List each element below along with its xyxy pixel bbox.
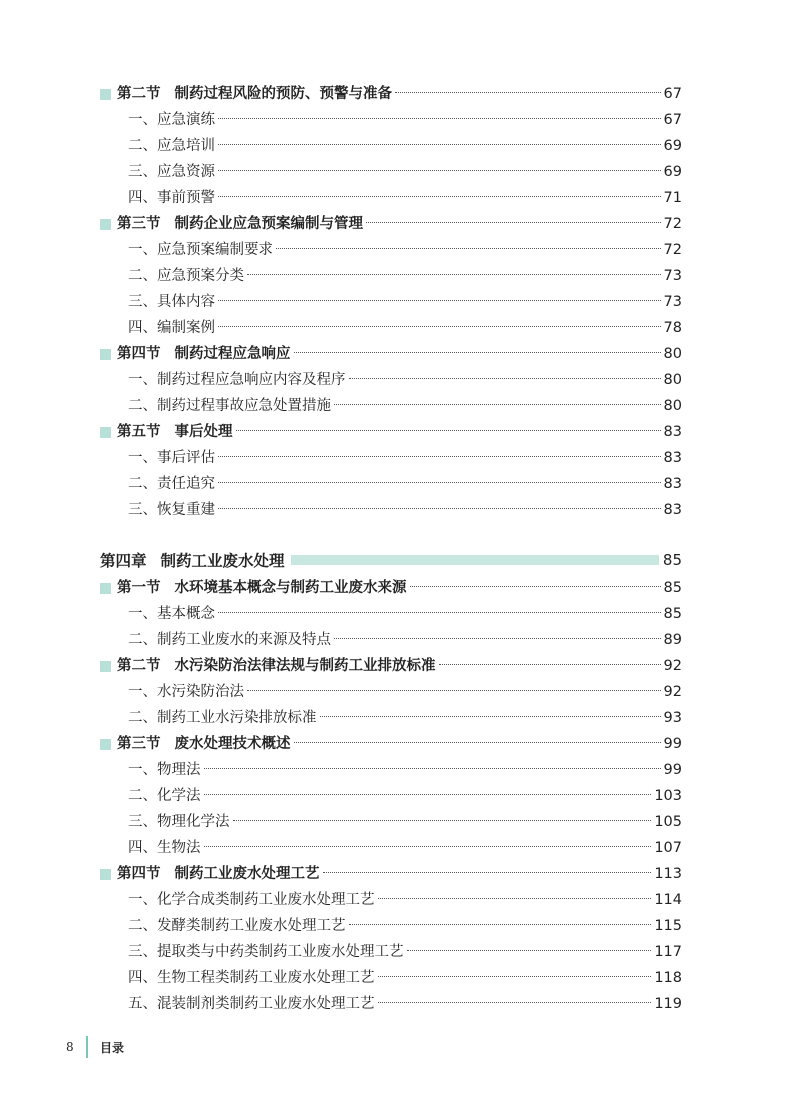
dot-leader (366, 222, 661, 223)
item-title: 五、混装制剂类制药工业废水处理工艺 (128, 996, 375, 1012)
item-title: 四、编制案例 (128, 320, 215, 336)
page-ref: 103 (654, 788, 682, 804)
toc-item[interactable] (100, 991, 682, 1017)
page-ref: 71 (663, 190, 682, 206)
toc-item[interactable] (100, 757, 682, 783)
dot-leader (218, 612, 661, 613)
toc-item[interactable] (100, 835, 682, 861)
section-title (117, 861, 320, 887)
chapter-name: 制药工业废水处理 (160, 552, 285, 570)
page-ref: 72 (663, 216, 682, 232)
page-ref: 85 (663, 580, 682, 596)
section-name: 制药过程应急响应 (174, 345, 291, 362)
page-ref: 80 (663, 398, 682, 414)
page-ref: 83 (663, 424, 682, 440)
page-ref: 80 (663, 372, 682, 388)
page-ref: 114 (654, 892, 682, 908)
item-title: 二、制药过程事故应急处置措施 (128, 398, 331, 414)
page-ref: 69 (663, 138, 682, 154)
toc-item[interactable] (100, 679, 682, 705)
dot-leader (276, 248, 661, 249)
item-title: 二、化学法 (128, 788, 201, 804)
toc-item[interactable] (100, 159, 682, 185)
dot-leader (218, 118, 661, 119)
dot-leader (294, 352, 661, 353)
page-footer (66, 1036, 124, 1058)
section-title (117, 575, 407, 601)
toc-item[interactable] (100, 809, 682, 835)
section-marker-icon (100, 219, 111, 230)
section-name: 水污染防治法律法规与制药工业排放标准 (174, 657, 436, 674)
page-ref: 107 (654, 840, 682, 856)
section-number: 第五节 (117, 423, 161, 440)
item-title: 一、应急预案编制要求 (128, 242, 273, 258)
toc-item[interactable] (100, 367, 682, 393)
toc-item[interactable] (100, 237, 682, 263)
page-ref: 83 (663, 450, 682, 466)
item-title: 三、物理化学法 (128, 814, 230, 830)
section-number: 第三节 (117, 215, 161, 232)
dot-leader (349, 924, 652, 925)
page-ref: 85 (662, 551, 682, 569)
toc-chapter[interactable] (100, 546, 682, 574)
section-name: 制药企业应急预案编制与管理 (174, 215, 363, 232)
page-ref: 83 (663, 476, 682, 492)
section-name: 水环境基本概念与制药工业废水来源 (174, 579, 407, 596)
section-title (117, 81, 392, 107)
item-title: 二、应急培训 (128, 138, 215, 154)
item-title: 二、发酵类制药工业废水处理工艺 (128, 918, 346, 934)
page-ref: 67 (663, 112, 682, 128)
section-name: 制药工业废水处理工艺 (174, 865, 320, 882)
toc-item[interactable] (100, 315, 682, 341)
toc-item[interactable] (100, 705, 682, 731)
section-number: 第四节 (117, 345, 161, 362)
toc-section[interactable] (100, 341, 682, 367)
page-ref: 99 (663, 736, 682, 752)
dot-leader (349, 378, 661, 379)
item-title: 一、应急演练 (128, 112, 215, 128)
toc-section[interactable] (100, 575, 682, 601)
item-title: 三、恢复重建 (128, 502, 215, 518)
footer-title: 目录 (100, 1040, 125, 1055)
footer-divider (86, 1036, 88, 1058)
section-title (117, 341, 291, 367)
dot-leader (218, 326, 661, 327)
section-number: 第二节 (117, 657, 161, 674)
dot-leader (395, 92, 661, 93)
dot-leader (247, 690, 661, 691)
item-title: 二、制药工业水污染排放标准 (128, 710, 317, 726)
page-ref: 72 (663, 242, 682, 258)
page-ref: 92 (663, 658, 682, 674)
item-title: 一、化学合成类制药工业废水处理工艺 (128, 892, 375, 908)
page-ref: 73 (663, 268, 682, 284)
page-ref: 99 (663, 762, 682, 778)
dot-leader (204, 846, 652, 847)
item-title: 二、责任追究 (128, 476, 215, 492)
page-ref: 115 (654, 918, 682, 934)
section-number: 第一节 (117, 579, 161, 596)
section-name: 制药过程风险的预防、预警与准备 (174, 85, 392, 102)
toc-item[interactable] (100, 497, 682, 523)
toc-item[interactable] (100, 471, 682, 497)
dot-leader (218, 456, 661, 457)
section-title (117, 419, 233, 445)
section-number: 第三节 (117, 735, 161, 752)
item-title: 一、基本概念 (128, 606, 215, 622)
dot-leader (204, 768, 661, 769)
item-title: 三、具体内容 (128, 294, 215, 310)
section-marker-icon (100, 89, 111, 100)
item-title: 三、应急资源 (128, 164, 215, 180)
page-ref: 67 (663, 86, 682, 102)
dot-leader (236, 430, 661, 431)
dot-leader (439, 664, 661, 665)
section-marker-icon (100, 869, 111, 880)
dot-leader (204, 794, 652, 795)
dot-leader (247, 274, 661, 275)
toc-item[interactable] (100, 939, 682, 965)
item-title: 二、制药工业废水的来源及特点 (128, 632, 331, 648)
toc-section[interactable] (100, 731, 682, 757)
dot-leader (218, 482, 661, 483)
section-marker-icon (100, 427, 111, 438)
section-name: 废水处理技术概述 (174, 735, 291, 752)
toc-item[interactable] (100, 601, 682, 627)
toc-item[interactable] (100, 263, 682, 289)
page-ref: 93 (663, 710, 682, 726)
page-number: 8 (66, 1040, 74, 1054)
item-title: 四、生物工程类制药工业废水处理工艺 (128, 970, 375, 986)
page-ref: 117 (654, 944, 682, 960)
chapter-number: 第四章 (100, 552, 147, 570)
item-title: 二、应急预案分类 (128, 268, 244, 284)
section-title (117, 211, 363, 237)
toc-section[interactable] (100, 419, 682, 445)
section-marker-icon (100, 583, 111, 594)
dot-leader (410, 586, 661, 587)
page-ref: 73 (663, 294, 682, 310)
item-title: 四、生物法 (128, 840, 201, 856)
page-ref: 105 (654, 814, 682, 830)
toc-item[interactable] (100, 783, 682, 809)
item-title: 四、事前预警 (128, 190, 215, 206)
section-number: 第二节 (117, 85, 161, 102)
page-ref: 85 (663, 606, 682, 622)
item-title: 一、事后评估 (128, 450, 215, 466)
dot-leader (323, 872, 652, 873)
section-marker-icon (100, 349, 111, 360)
dot-leader (334, 638, 661, 639)
toc-item[interactable] (100, 107, 682, 133)
toc-section[interactable] (100, 211, 682, 237)
page-ref: 69 (663, 164, 682, 180)
toc-item[interactable] (100, 627, 682, 653)
item-title: 三、提取类与中药类制药工业废水处理工艺 (128, 944, 404, 960)
toc-item[interactable] (100, 185, 682, 211)
dot-leader (294, 742, 661, 743)
toc-section[interactable] (100, 653, 682, 679)
dot-leader (320, 716, 661, 717)
page-ref: 113 (654, 866, 682, 882)
dot-leader (334, 404, 661, 405)
chapter-title (100, 549, 285, 571)
section-marker-icon (100, 739, 111, 750)
toc-item[interactable] (100, 445, 682, 471)
dot-leader (218, 144, 661, 145)
page-ref: 83 (663, 502, 682, 518)
page-ref: 80 (663, 346, 682, 362)
dot-leader (233, 820, 652, 821)
toc-section[interactable] (100, 81, 682, 107)
dot-leader (218, 196, 661, 197)
toc-item[interactable] (100, 289, 682, 315)
chapter-bar (291, 555, 659, 565)
page-ref: 78 (663, 320, 682, 336)
page-ref: 118 (654, 970, 682, 986)
page-ref: 92 (663, 684, 682, 700)
dot-leader (378, 1002, 652, 1003)
item-title: 一、水污染防治法 (128, 684, 244, 700)
toc-item[interactable] (100, 133, 682, 159)
section-title (117, 653, 436, 679)
section-number: 第四节 (117, 865, 161, 882)
toc-item[interactable] (100, 393, 682, 419)
toc-item[interactable] (100, 887, 682, 913)
section-marker-icon (100, 661, 111, 672)
toc-item[interactable] (100, 965, 682, 991)
dot-leader (378, 976, 652, 977)
section-title (117, 731, 291, 757)
page-ref: 119 (654, 996, 682, 1012)
dot-leader (218, 508, 661, 509)
table-of-contents (100, 81, 682, 1017)
item-title: 一、制药过程应急响应内容及程序 (128, 372, 346, 388)
dot-leader (218, 300, 661, 301)
dot-leader (218, 170, 661, 171)
toc-item[interactable] (100, 913, 682, 939)
dot-leader (378, 898, 652, 899)
dot-leader (407, 950, 652, 951)
toc-section[interactable] (100, 861, 682, 887)
page-ref: 89 (663, 632, 682, 648)
item-title: 一、物理法 (128, 762, 201, 778)
section-name: 事后处理 (174, 423, 233, 440)
